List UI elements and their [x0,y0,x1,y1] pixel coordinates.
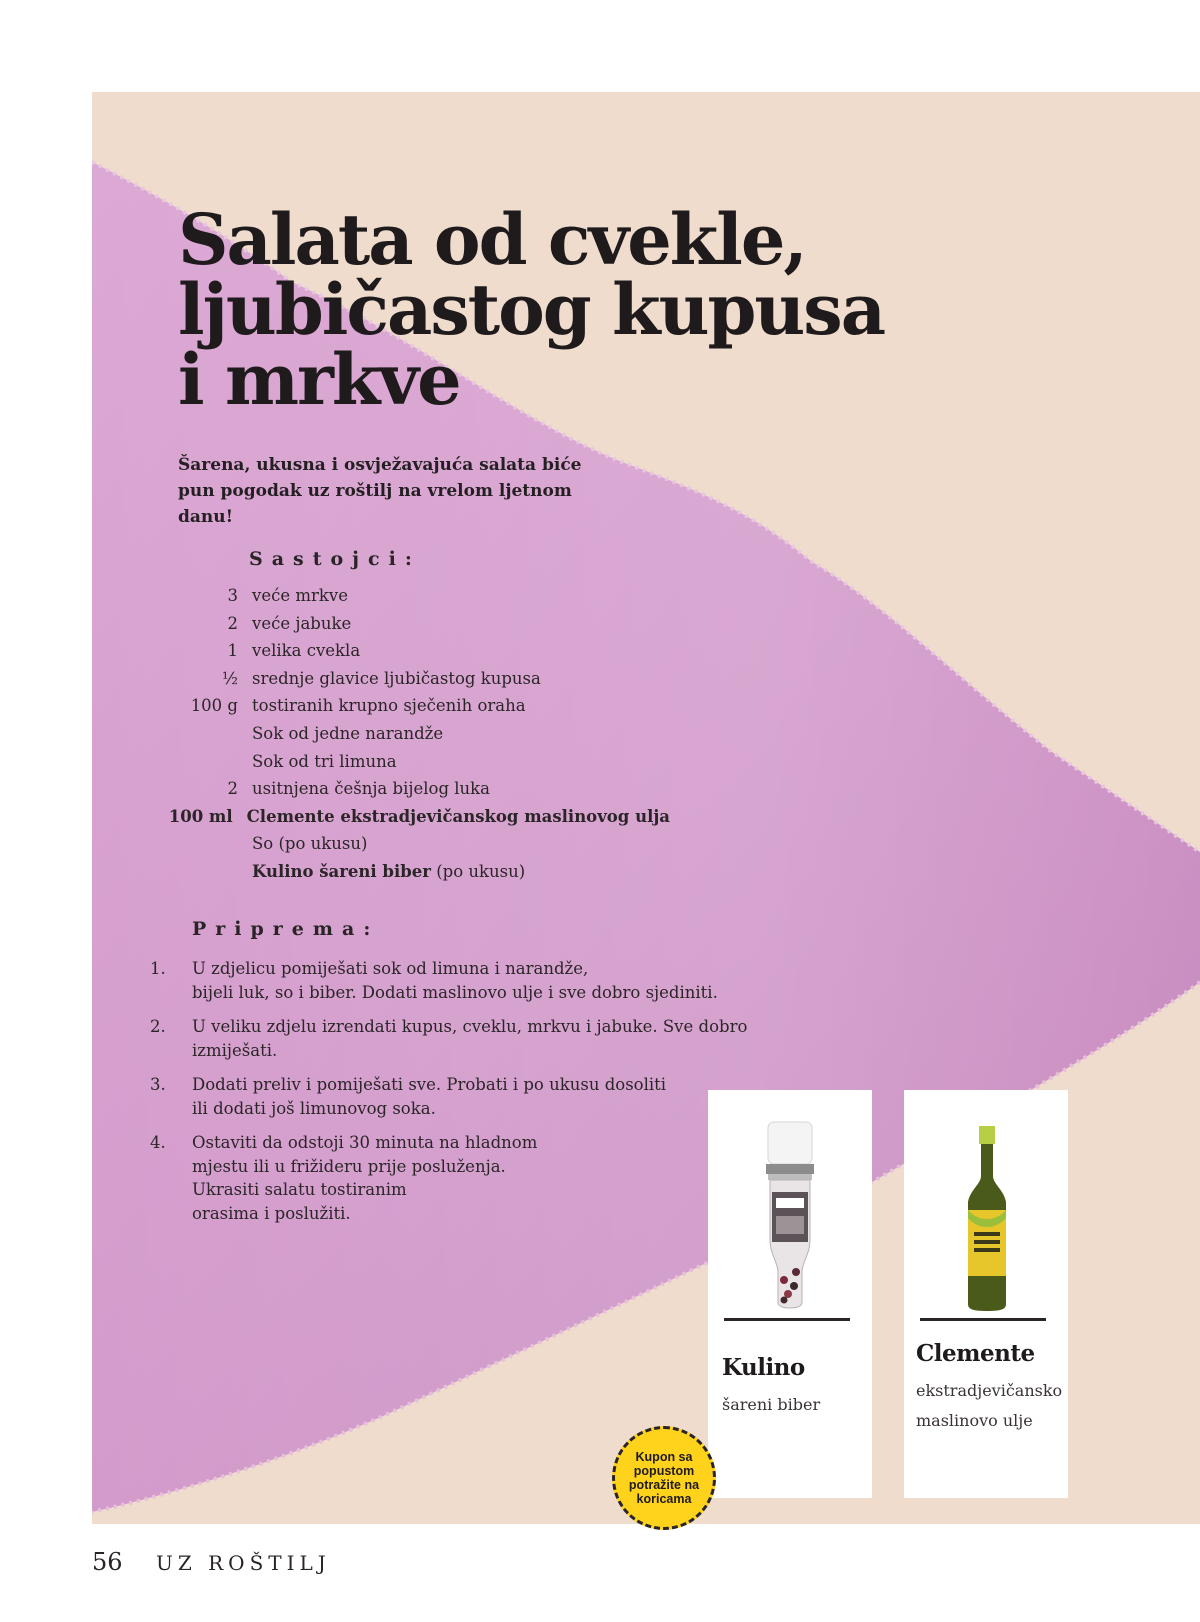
ingredient-quantity: 100 g [190,696,238,716]
product-card-clemente [904,1090,1068,1498]
olive-oil-bottle-icon [960,1126,1014,1312]
product-description-line: ekstradjevičansko [916,1381,1063,1400]
step-number: 1. [150,959,166,978]
ingredient-text [247,807,670,826]
ingredient-row [150,586,670,614]
ingredient-row [150,724,670,752]
product-divider [724,1318,850,1321]
ingredient-quantity: 2 [227,779,238,799]
recipe-subtitle: Šarena, ukusna i osvježavajuća salata biće pun pogodak uz roštilj na vrelom ljetnom danu! [178,455,582,527]
ingredient-quantity: 3 [227,586,238,605]
pepper-grinder-icon [754,1120,826,1310]
step-text: U zdjelicu pomiješati sok od limuna i narandže, bijeli luk, so i biber. Dodati maslinovo ulje i sve dobro sjediniti. [192,959,718,1002]
ingredients-heading: Sastojci: [249,548,421,570]
product-name: Clemente [916,1340,1035,1367]
ingredient-product-name: Kulino šareni biber [252,861,431,881]
step-text: U veliku zdjelu izrendati kupus, cveklu, mrkvu i jabuke. Sve dobro izmiješati. [192,1017,748,1060]
step-text: Dodati preliv i pomiješati sve. Probati i po ukusu dosoliti ili dodati još limunovog soka. [192,1075,667,1118]
ingredient-quantity: 100 ml [168,806,233,826]
product-card-kulino [708,1090,872,1498]
ingredient-product-name: Clemente ekstradjevičanskog maslinovog ulja [246,806,670,826]
preparation-step [150,1073,750,1120]
ingredient-row [150,669,670,697]
step-number: 4. [150,1133,166,1152]
product-name: Kulino [722,1354,805,1381]
ingredient-text: veće mrkve [252,586,348,605]
ingredients-list [150,586,670,890]
step-text: Ostaviti da odstoji 30 minuta na hladnom mjestu ili u frižideru prije posluženja. Ukrasiti salatu tostiranim orasima i poslužiti. [192,1133,538,1223]
ingredient-quantity: 2 [227,613,238,633]
title-line: i mrkve [178,338,460,421]
ingredient-row [150,807,670,835]
ingredient-row [150,696,670,724]
preparation-step [150,1015,750,1062]
coupon-text: Kupon sa popustom potražite na koricama [628,1450,700,1506]
product-description-line: maslinovo ulje [916,1411,1033,1430]
ingredient-row [150,641,670,669]
coupon-badge [612,1426,716,1530]
product-description: šareni biber [722,1395,821,1414]
ingredient-row [150,779,670,807]
ingredient-text: Sok od tri limuna [252,751,397,771]
recipe-title [178,198,978,421]
step-number: 3. [150,1075,166,1094]
preparation-step [150,1131,750,1225]
ingredient-row [150,834,670,862]
ingredient-text: So (po ukusu) [252,834,368,854]
section-name: UZ ROŠTILJ [156,1551,331,1575]
product-divider [920,1318,1046,1321]
ingredient-text: veće jabuke [252,613,352,633]
ingredient-text: usitnjena češnja bijelog luka [252,779,490,799]
preparation-steps [150,957,750,1236]
ingredient-text: velika cvekla [252,641,361,661]
ingredient-row [150,862,670,890]
ingredient-text [252,862,670,881]
preparation-heading: Priprema: [192,918,380,940]
ingredient-text: Sok od jedne narandže [252,723,444,743]
title-line: Salata od cvekle, [178,198,806,281]
ingredient-text: srednje glavice ljubičastog kupusa [252,668,541,688]
preparation-step [150,957,750,1004]
ingredient-quantity: 1 [227,641,238,661]
title-line: ljubičastog kupusa [178,268,885,351]
product-description [916,1376,1062,1436]
ingredient-row [150,752,670,780]
ingredient-note: (po ukusu) [430,861,526,881]
ingredient-text: tostiranih krupno sječenih oraha [252,696,526,716]
ingredient-quantity: ½ [222,668,238,688]
ingredient-row [150,614,670,642]
page-number: 56 [92,1548,123,1576]
step-number: 2. [150,1017,166,1036]
